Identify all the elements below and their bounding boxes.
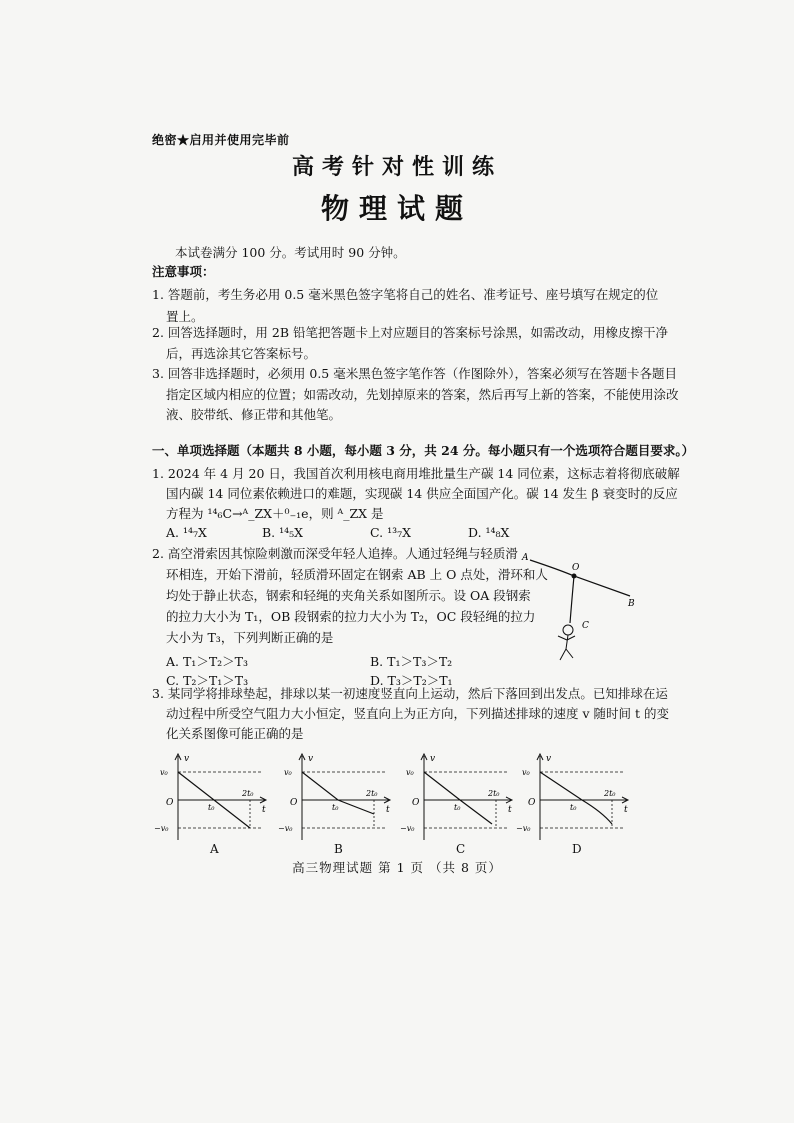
notice-item-3: 3. 回答非选择题时，必须用 0.5 毫米黑色签字笔作答（作图除外），答案必须写在答题卡各题目 — [152, 366, 677, 381]
q1-options — [0, 525, 794, 543]
notice-item-3-cont: 指定区域内相应的位置；如需改动，先划掉原来的答案，然后再写上新的答案，不能使用涂改 — [166, 387, 679, 402]
t-axis-label: t — [624, 805, 628, 815]
notice-item-2: 2. 回答选择题时，用 2B 铅笔把答题卡上对应题目的答案标号涂黑，如需改动，用橡皮擦干净 — [152, 325, 668, 340]
steel-cable — [530, 560, 630, 596]
q2-line-1: 2. 高空滑索因其惊险刺激而深受年轻人追捧。人通过轻绳与轻质滑 — [152, 546, 518, 561]
label-b: B — [628, 599, 635, 609]
q2-line-4: 的拉力大小为 T₁，OB 段钢索的拉力大小为 T₂，OC 段轻绳的拉力 — [166, 609, 536, 624]
t2-label: 2t₀ — [366, 789, 378, 798]
section-heading: 一、单项选择题（本题共 8 小题，每小题 3 分，共 24 分。每小题只有一个选项符合题目要求。） — [152, 443, 695, 458]
neg-v0-label: −v₀ — [154, 824, 169, 833]
v-axis-label: v — [430, 754, 436, 764]
confidential-label: 绝密★启用并使用完毕前 — [152, 133, 290, 147]
neg-v0-label: −v₀ — [516, 824, 531, 833]
v0-label: v₀ — [406, 768, 414, 777]
notice-item-3-cont2: 液、胶带纸、修正带和其他笔。 — [166, 407, 342, 422]
graph-option-label[interactable]: D — [572, 842, 582, 856]
origin-label: O — [166, 798, 174, 808]
v0-label: v₀ — [160, 768, 168, 777]
v0-label: v₀ — [522, 768, 530, 777]
person-head — [563, 625, 573, 635]
t-axis-label: t — [508, 805, 512, 815]
graph-option-label[interactable]: C — [456, 842, 466, 856]
v0-label: v₀ — [284, 768, 292, 777]
v-axis-label: v — [546, 754, 552, 764]
subject-title: 物理试题 — [320, 192, 473, 225]
q2-option-b[interactable]: B. T₁＞T₃＞T₂ — [370, 654, 453, 669]
notice-item-1-cont: 置上。 — [166, 309, 204, 324]
q3-text: 3. 某同学将排球垫起，排球以某一初速度竖直向上运动，然后下落回到出发点。已知排球在运 — [152, 686, 668, 701]
q1-text-3: 方程为 ¹⁴₆C→ᴬ_ZX＋⁰₋₁e，则 ᴬ_ZX 是 — [166, 506, 384, 521]
velocity-curve — [424, 772, 492, 824]
q1-option-b[interactable]: B. ¹⁴₅X — [262, 525, 304, 540]
q2-line-5: 大小为 T₃，下列判断正确的是 — [166, 630, 334, 645]
vt-graph-a — [150, 750, 270, 850]
person-body — [558, 635, 575, 660]
notice-heading: 注意事项： — [152, 264, 215, 279]
v-axis-label: v — [308, 754, 314, 764]
neg-v0-label: −v₀ — [400, 824, 415, 833]
q1-option-d[interactable]: D. ¹⁴₈X — [468, 525, 510, 540]
exam-intro: 本试卷满分 100 分。考试用时 90 分钟。 — [175, 245, 406, 260]
q3-text-2: 动过程中所受空气阻力大小恒定，竖直向上为正方向，下列描述排球的速度 v 随时间 t 的变 — [166, 706, 669, 721]
q3-text-3: 化关系图像可能正确的是 — [166, 726, 304, 741]
q2-option-d[interactable]: D. T₃＞T₂＞T₁ — [370, 673, 453, 688]
q1-text: 1. 2024 年 4 月 20 日，我国首次利用核电商用堆批量生产碳 14 同位素，这标志着将彻底破解 — [152, 466, 680, 481]
vt-graphs — [150, 750, 640, 856]
vt-graph-b — [274, 750, 394, 850]
t-axis-label: t — [386, 805, 390, 815]
notice-item-2-cont: 后，再选涂其它答案标号。 — [166, 346, 317, 361]
graph-option-label[interactable]: B — [334, 842, 343, 856]
t0-label: t₀ — [570, 803, 577, 812]
q2-option-c[interactable]: C. T₂＞T₁＞T₃ — [166, 673, 249, 688]
q2-text — [152, 546, 548, 651]
vt-graph-d — [512, 750, 632, 850]
velocity-curve — [540, 772, 612, 824]
origin-label: O — [528, 798, 536, 808]
t0-label: t₀ — [454, 803, 461, 812]
t0-label: t₀ — [208, 803, 215, 812]
q1-option-c[interactable]: C. ¹³₇X — [370, 525, 411, 540]
origin-label: O — [412, 798, 420, 808]
vt-graph-c — [396, 750, 516, 850]
light-rope — [570, 576, 574, 623]
page-footer: 高三物理试题 第 1 页 （共 8 页） — [292, 860, 502, 875]
q1-text-2: 国内碳 14 同位素依赖进口的难题，实现碳 14 供应全面国产化。碳 14 发生 β 衰变时的反应 — [166, 486, 678, 501]
notice-item-1: 1. 答题前，考生务必用 0.5 毫米黑色签字笔将自己的姓名、准考证号、座号填写在规定的位 — [152, 287, 659, 302]
q2-line-2: 环相连，开始下滑前，轻质滑环固定在钢索 AB 上 O 点处，滑环和人 — [166, 567, 548, 582]
label-c: C — [582, 621, 589, 631]
t2-label: 2t₀ — [242, 789, 254, 798]
t0-label: t₀ — [332, 803, 339, 812]
graph-option-label[interactable]: A — [210, 842, 219, 856]
zipline-figure — [520, 548, 640, 668]
q2-line-3: 均处于静止状态，钢索和轻绳的夹角关系如图所示。设 OA 段钢索 — [166, 588, 531, 603]
t2-label: 2t₀ — [604, 789, 616, 798]
neg-v0-label: −v₀ — [278, 824, 293, 833]
v-axis-label: v — [184, 754, 190, 764]
t-axis-label: t — [262, 805, 266, 815]
label-o: O — [572, 563, 580, 573]
q2-option-a[interactable]: A. T₁＞T₂＞T₃ — [166, 654, 249, 669]
t2-label: 2t₀ — [488, 789, 500, 798]
q1-option-a[interactable]: A. ¹⁴₇X — [166, 525, 207, 540]
origin-label: O — [290, 798, 298, 808]
label-a: A — [522, 553, 529, 563]
exam-title: 高考针对性训练 — [291, 154, 502, 180]
